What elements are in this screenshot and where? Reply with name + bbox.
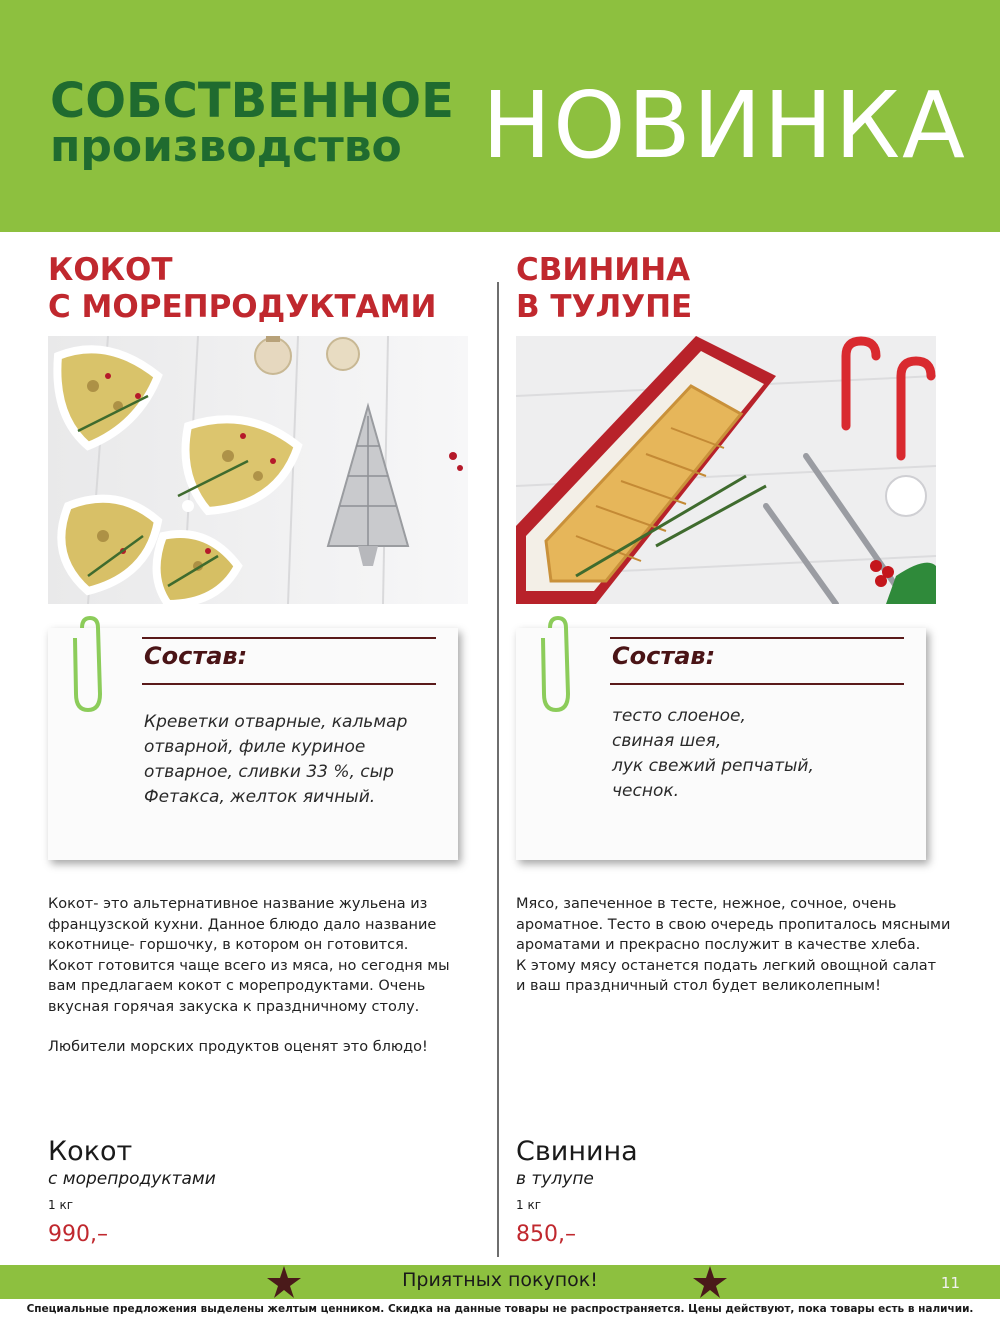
description-paragraph: Любители морских продуктов оценят это блюдо! xyxy=(48,1039,428,1055)
composition-card xyxy=(48,628,458,860)
card-rule-bottom xyxy=(610,683,904,685)
dish-description xyxy=(516,894,956,1017)
ingredients-text: Креветки отварные, кальмар отварной, филе куриное отварное, сливки 33 %, сыр Фетакса, желток яичный. xyxy=(144,712,408,807)
description-paragraph: Кокот- это альтернативное название жульена из французской кухни. Данное блюдо дало название кокотнице- горшочку, в котором он готовится. Кокот готовится чаще всего из мяса, но сегодня мы вам предлагаем кокот с морепродуктами. Очень вкусная горячая закуска к праздничному столу. xyxy=(48,896,450,1015)
dish-description xyxy=(48,894,488,1078)
price-weight: 1 кг xyxy=(516,1198,542,1212)
ingredients-text: тесто слоеное, свиная шея, лук свежий репчатый, чеснок. xyxy=(612,706,814,801)
dish-photo-pork xyxy=(516,336,936,604)
dish-photo-cocotte xyxy=(48,336,468,604)
dish-title xyxy=(516,252,956,332)
price-value: 850,– xyxy=(516,1222,576,1247)
dish-title-line2: В ТУЛУПЕ xyxy=(516,289,693,325)
paperclip-icon xyxy=(538,616,578,716)
star-icon xyxy=(692,1265,728,1299)
description-paragraph: Мясо, запеченное в тесте, нежное, сочное, очень ароматное. Тесто в свою очередь пропиталось мясными ароматами и прекрасно послужит в качестве хлеба. К этому мясу останется подать легкий овощной салат и ваш праздничный стол будет великолепным! xyxy=(516,896,951,994)
footer-bar xyxy=(0,1265,1000,1299)
composition-label: Состав: xyxy=(144,642,248,670)
dish-title xyxy=(48,252,488,332)
header-line2: производство xyxy=(50,121,402,172)
price-block xyxy=(48,1136,216,1247)
header-new-badge: НОВИНКА xyxy=(482,72,967,179)
dish-title-line2: С МОРЕПРОДУКТАМИ xyxy=(48,289,437,325)
footer-slogan: Приятных покупок! xyxy=(402,1269,598,1291)
composition-label: Состав: xyxy=(612,642,716,670)
price-weight: 1 кг xyxy=(48,1198,74,1212)
header-banner xyxy=(0,0,1000,232)
header-own-production xyxy=(50,73,454,172)
price-value: 990,– xyxy=(48,1222,108,1247)
card-rule-top xyxy=(610,637,904,639)
price-product-name: Кокот xyxy=(48,1136,133,1167)
dish-card-pork xyxy=(516,252,956,1247)
paperclip-icon xyxy=(70,616,110,716)
price-product-name: Свинина xyxy=(516,1136,638,1167)
page-number: 11 xyxy=(940,1274,960,1292)
price-block xyxy=(516,1136,638,1247)
price-product-subtitle: с морепродуктами xyxy=(48,1169,216,1189)
card-rule-bottom xyxy=(142,683,436,685)
column-divider xyxy=(497,282,499,1257)
footer-disclaimer: Специальные предложения выделены желтым ценником. Скидка на данные товары не распространяется. Цены действуют, пока товары есть в наличии. xyxy=(26,1303,974,1315)
dish-title-line1: КОКОТ xyxy=(48,252,173,288)
dish-card-cocotte xyxy=(48,252,488,1247)
card-rule-top xyxy=(142,637,436,639)
price-product-subtitle: в тулупе xyxy=(516,1169,594,1189)
header-line1: СОБСТВЕННОЕ xyxy=(50,73,454,129)
composition-card xyxy=(516,628,926,860)
dish-title-line1: СВИНИНА xyxy=(516,252,691,288)
